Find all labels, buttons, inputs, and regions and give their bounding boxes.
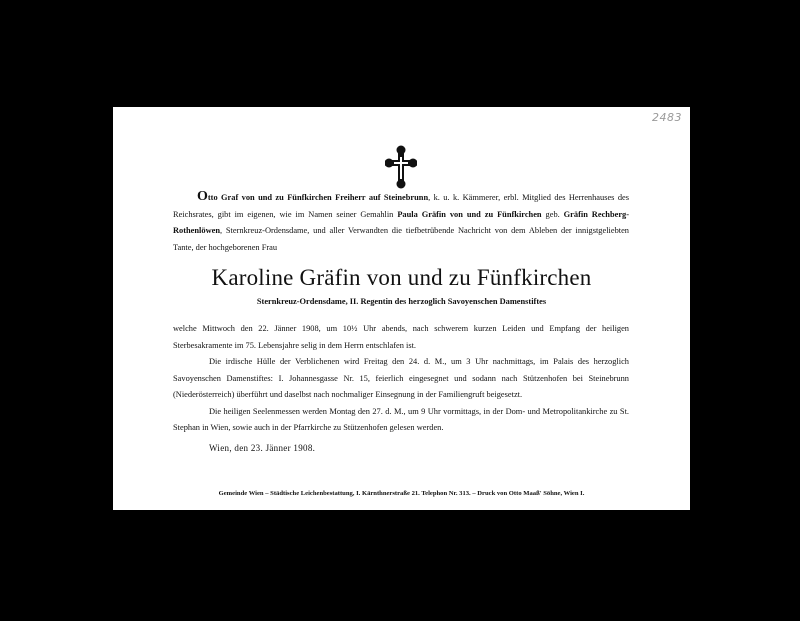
- deceased-name: Karoline Gräfin von und zu Fünfkirchen: [211, 265, 592, 290]
- announcement-text-2: geb.: [541, 209, 564, 219]
- mass-paragraph: Die heiligen Seelenmessen werden Montag den 27. d. M., um 9 Uhr vormittags, in der Dom- und Metropolitankirche zu St. Stephan in Wien, sowie auch in der Pfarrkirche zu Stützenhofen gelesen werden.: [173, 406, 629, 432]
- initial-letter: O: [197, 189, 208, 204]
- announcement-paragraph: [173, 189, 629, 256]
- cross-icon: [385, 145, 417, 189]
- printer-footer: Gemeinde Wien – Städtische Leichenbestattung, I. Kärnthnerstraße 21. Telephon Nr. 313. – Druck von Otto Maaß' Söhne, Wien I.: [218, 490, 585, 497]
- archive-reference-number: 2483: [652, 111, 682, 124]
- burial-paragraph: Die irdische Hülle der Verblichenen wird Freitag den 24. d. M., um 3 Uhr nachmittags, im Palais des herzoglich Savoyenschen Damenstiftes: I. Johannesgasse Nr. 15, feierlich eingesegnet und sodann nach Stützenhofen bei Steinebrunn (Niederösterreich) überführt und daselbst nach nochmaliger Einsegnung in der Familiengruft beigesetzt.: [173, 357, 629, 399]
- wife-birth-name: Gräfin Rechberg-Rothenlöwen: [173, 209, 630, 235]
- wife-name: Paula Gräfin von und zu Fünfkirchen: [397, 209, 542, 219]
- details-section: [173, 321, 629, 437]
- deceased-title: Sternkreuz-Ordensdame, II. Regentin des herzoglich Savoyenschen Damenstiftes: [256, 297, 547, 306]
- announcement-text-1: , k. u. k. Kämmerer, erbl. Mitglied des Herrenhauses des Reichsrates, gibt im eigenen, wie im Namen seiner Gemahlin: [173, 193, 629, 219]
- obituary-card: [113, 107, 690, 510]
- announcer-name: tto Graf von und zu Fünfkirchen Freiherr auf Steinebrunn: [207, 193, 429, 202]
- announcement-text-3: , Sternkreuz-Ordensdame, und aller Verwandten die tiefbetrübende Nachricht von dem Ableben der innigstgeliebten Tante, der hochgeborenen Frau: [173, 226, 629, 252]
- place-date: Wien, den 23. Jänner 1908.: [209, 443, 316, 453]
- death-paragraph: welche Mittwoch den 22. Jänner 1908, um 10½ Uhr abends, nach schwerem kurzen Leiden und Empfang der heiligen Sterbesakramente im 75. Lebensjahre selig in dem Herrn entschlafen ist.: [173, 324, 629, 350]
